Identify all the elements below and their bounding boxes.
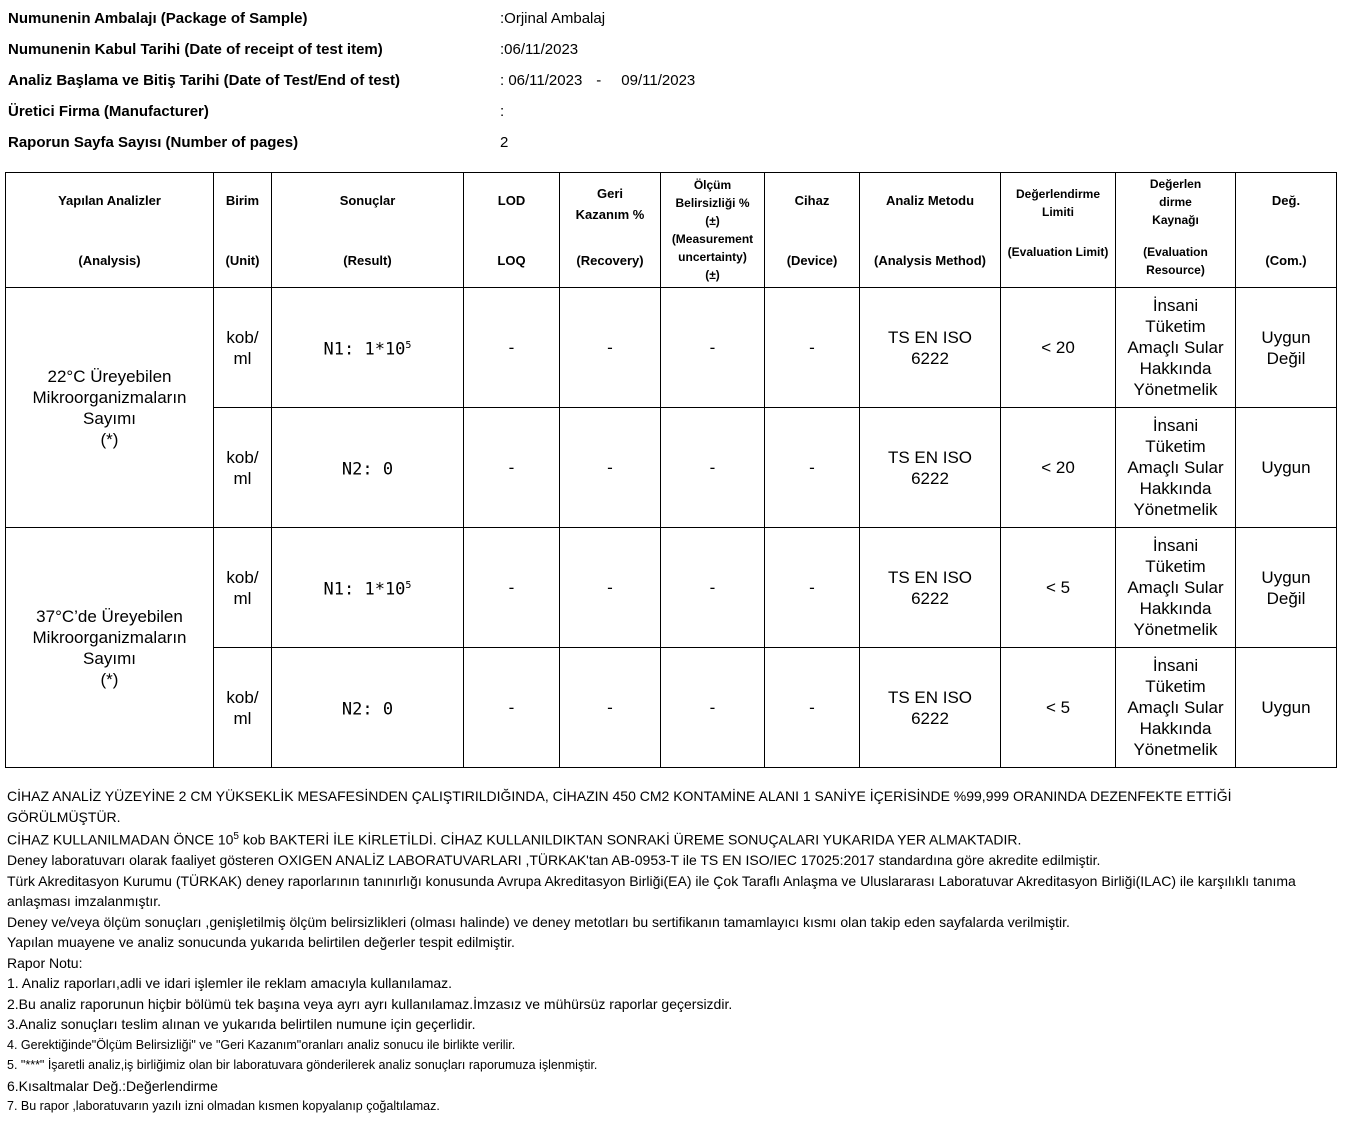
device-cell: - (765, 528, 860, 648)
note-text: CİHAZ ANALİZ YÜZEYİNE 2 CM YÜKSEKLİK MESAFESİNDEN ÇALIŞTIRILDIĞINDA, CİHAZIN 450 CM2 KONTAMİNE ALANI 1 SANİYE İÇERİSİNDE %99,999 ORANINDA DEZENFEKTE ETTİĞİ GÖRÜLMÜŞTÜR. (7, 788, 1232, 825)
info-value: :06/11/2023 (500, 41, 579, 58)
unit-cell: kob/ ml (214, 288, 272, 408)
sample-info (8, 8, 1338, 163)
info-label: Numunenin Kabul Tarihi (Date of receipt of test item) (8, 41, 383, 58)
info-value: : (500, 103, 505, 120)
limit-cell: < 20 (1001, 288, 1116, 408)
report-note-item: 1. Analiz raporları,adli ve idari işlemler ile reklam amacıyla kullanılamaz. (7, 975, 453, 992)
uncertainty-cell: - (661, 648, 765, 768)
method-cell: TS EN ISO 6222 (860, 288, 1001, 408)
report-note-item: 5. "***" İşaretli analiz,iş birliğimiz olan bir laboratuvara gönderilerek analiz sonuçları raporumuza işlenmiştir. (7, 1058, 598, 1073)
info-row (8, 132, 1338, 163)
header-analysis: Yapılan Analizler (Analysis) (6, 173, 214, 288)
device-cell: - (765, 648, 860, 768)
info-label: Raporun Sayfa Sayısı (Number of pages) (8, 134, 299, 151)
result-cell: N2: 0 (272, 648, 464, 768)
header-method: Analiz Metodu (Analysis Method) (860, 173, 1001, 288)
lod-cell: - (464, 528, 560, 648)
info-row (8, 101, 1338, 132)
test-end-date: 09/11/2023 (621, 72, 696, 89)
result-cell: N1: $1*10^5$ (272, 528, 464, 648)
info-label: Üretici Firma (Manufacturer) (8, 103, 209, 120)
limit-cell: < 20 (1001, 408, 1116, 528)
evaluation-cell: Uygun Değil (1236, 528, 1337, 648)
header-source: Değerlen dirme Kaynağı (Evaluation Resource) (1116, 173, 1236, 288)
source-cell: İnsani Tüketim Amaçlı Sular Hakkında Yönetmelik (1116, 288, 1236, 408)
info-value: 2 (500, 134, 509, 151)
report-note-item: 2.Bu analiz raporunun hiçbir bölümü tek başına veya ayrı ayrı kullanılamaz.İmzasız ve mühürsüz raporlar geçersizdir. (7, 995, 733, 1012)
info-value: :Orjinal Ambalaj (500, 10, 606, 27)
date-separator: - (596, 72, 602, 89)
evaluation-cell: Uygun (1236, 648, 1337, 768)
recovery-cell: - (560, 648, 661, 768)
method-cell: TS EN ISO 6222 (860, 408, 1001, 528)
source-cell: İnsani Tüketim Amaçlı Sular Hakkında Yönetmelik (1116, 648, 1236, 768)
uncertainty-cell: - (661, 288, 765, 408)
result-cell: N1: $1*10^5$ (272, 288, 464, 408)
table-row (6, 528, 1337, 648)
report-note-item: 4. Gerektiğinde"Ölçüm Belirsizliği" ve "Geri Kazanım"oranları analiz sonucu ile birlikte verilir. (7, 1037, 516, 1052)
report-notes (7, 786, 1337, 1117)
test-start-date: : 06/11/2023 (500, 72, 583, 89)
info-row (8, 39, 1338, 70)
recovery-cell: - (560, 288, 661, 408)
note-text: Deney laboratuvarı olarak faaliyet gösteren OXIGEN ANALİZ LABORATUVARLARI ,TÜRKAK'tan AB-0953-T ile TS EN ISO/IEC 17025:2017 standardına göre akredite edilmiştir. (7, 852, 1101, 869)
lod-cell: - (464, 288, 560, 408)
recovery-cell: - (560, 528, 661, 648)
limit-cell: < 5 (1001, 528, 1116, 648)
note-heading: Rapor Notu: (7, 954, 83, 971)
header-limit: Değerlendirme Limiti (Evaluation Limit) (1001, 173, 1116, 288)
results-table (5, 172, 1337, 768)
uncertainty-cell: - (661, 408, 765, 528)
recovery-cell: - (560, 408, 661, 528)
header-recovery: Geri Kazanım % (Recovery) (560, 173, 661, 288)
header-unit: Birim (Unit) (214, 173, 272, 288)
info-value (500, 72, 695, 89)
analysis-name: 37°C’de Üreyebilen Mikroorganizmaların Sayımı (*) (6, 528, 214, 768)
header-uncertainty: Ölçüm Belirsizliği % (±) (Measurement uncertainty) (±) (661, 173, 765, 288)
report-note-item: 7. Bu rapor ,laboratuvarın yazılı izni olmadan kısmen kopyalanıp çoğaltılamaz. (7, 1099, 440, 1114)
evaluation-cell: Uygun Değil (1236, 288, 1337, 408)
header-result: Sonuçlar (Result) (272, 173, 464, 288)
analysis-name: 22°C Üreyebilen Mikroorganizmaların Sayımı (*) (6, 288, 214, 528)
lod-cell: - (464, 408, 560, 528)
info-label: Analiz Başlama ve Bitiş Tarihi (Date of Test/End of test) (8, 72, 401, 89)
unit-cell: kob/ ml (214, 648, 272, 768)
note-text: Yapılan muayene ve analiz sonucunda yukarıda belirtilen değerler tespit edilmiştir. (7, 934, 515, 951)
note-text: Türk Akreditasyon Kurumu (TÜRKAK) deney raporlarının tanınırlığı konusunda Avrupa Akreditasyon Birliği(EA) ile Çok Taraflı Anlaşma ve Uluslararası Laboratuvar Akreditasyon Birliği(ILAC) ile karşılıklı tanıma anlaşması imzalanmıştır. (7, 872, 1296, 910)
method-cell: TS EN ISO 6222 (860, 648, 1001, 768)
note-text: Deney ve/veya ölçüm sonuçları ,genişletilmiş ölçüm belirsizlikleri (olması halinde) ve deney metotları bu sertifikanın tamamlayıcı kısmı olan takip eden sayfalarda verilmiştir. (7, 913, 1070, 930)
device-cell: - (765, 288, 860, 408)
result-cell: N2: 0 (272, 408, 464, 528)
header-com: Değ. (Com.) (1236, 173, 1337, 288)
report-note-item: 3.Analiz sonuçları teslim alınan ve yukarıda belirtilen numune için geçerlidir. (7, 1016, 476, 1033)
unit-cell: kob/ ml (214, 408, 272, 528)
header-row (6, 173, 1337, 288)
method-cell: TS EN ISO 6222 (860, 528, 1001, 648)
device-cell: - (765, 408, 860, 528)
lod-cell: - (464, 648, 560, 768)
note-text: CİHAZ KULLANILMADAN ÖNCE $10^5$ kob BAKTERİ İLE KİRLETİLDİ. CİHAZ KULLANILDIKTAN SONRAKİ ÜREME SONUÇALARI YUKARIDA YER ALMAKTADIR. (7, 831, 1022, 848)
header-lod: LOD LOQ (464, 173, 560, 288)
evaluation-cell: Uygun (1236, 408, 1337, 528)
limit-cell: < 5 (1001, 648, 1116, 768)
info-row (8, 70, 1338, 101)
table-row (6, 288, 1337, 408)
header-device: Cihaz (Device) (765, 173, 860, 288)
unit-cell: kob/ ml (214, 528, 272, 648)
info-label: Numunenin Ambalajı (Package of Sample) (8, 10, 308, 27)
report-note-item: 6.Kısaltmalar Değ.:Değerlendirme (7, 1077, 218, 1094)
source-cell: İnsani Tüketim Amaçlı Sular Hakkında Yönetmelik (1116, 408, 1236, 528)
info-row (8, 8, 1338, 39)
source-cell: İnsani Tüketim Amaçlı Sular Hakkında Yönetmelik (1116, 528, 1236, 648)
uncertainty-cell: - (661, 528, 765, 648)
